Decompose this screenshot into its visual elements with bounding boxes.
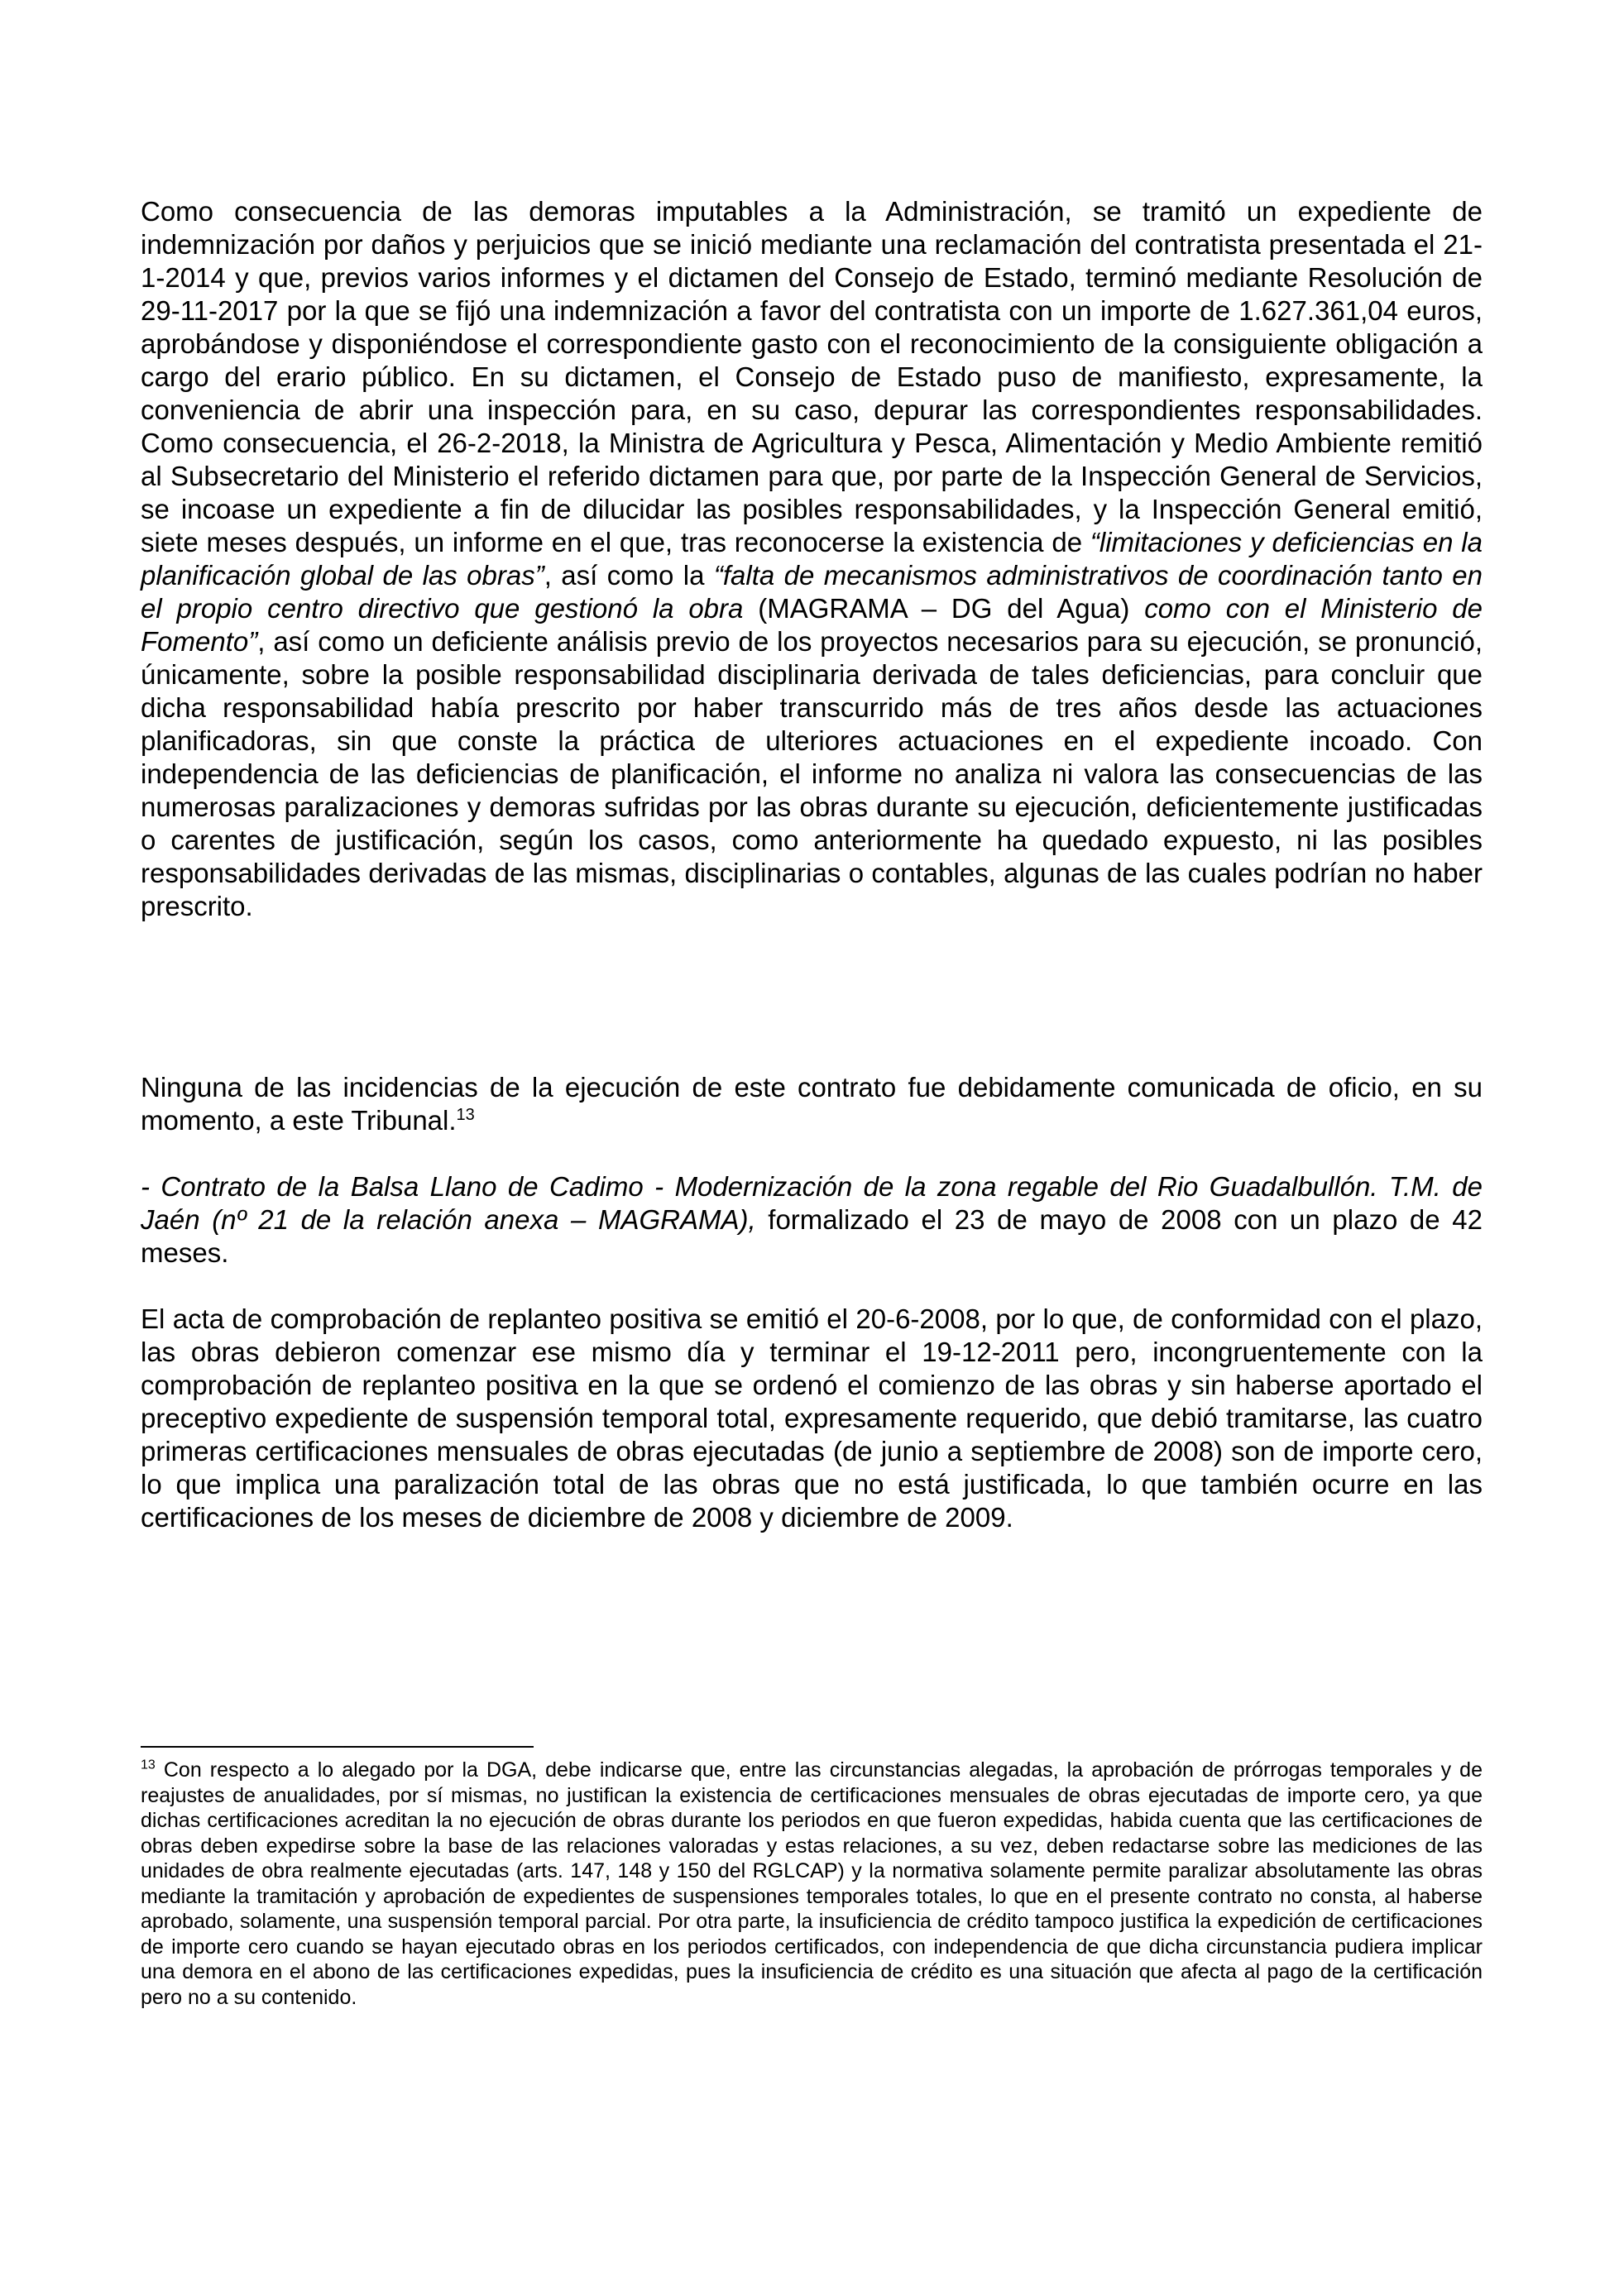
paragraph-text (141, 195, 1483, 923)
footnote-text (141, 1758, 1483, 2010)
paragraph-incidents (141, 1071, 1483, 1137)
paragraph-contract-title (141, 1170, 1483, 1270)
paragraph-segment: (MAGRAMA – DG del Agua) (743, 593, 1145, 624)
quoted-text: como con el Ministerio de Fomento” (141, 593, 1483, 657)
footnote-body: Con respecto a lo alegado por la DGA, debe indicarse que, entre las circunstancias alegadas, la aprobación de prórrogas temporales y de reajustes de anualidades, por sí mismas, no justifican la existencia de certificaciones mensuales de obras ejecutadas de importe cero, ya que dichas certificaciones acreditan la no ejecución de obras durante los periodos en que fueron expedidas, habida cuenta que las certificaciones de obras deben expedirse sobre la base de las relaciones valoradas y estas relaciones, a su vez, deben redactarse sobre las mediciones de las unidades de obra realmente ejecutadas (arts. 147, 148 y 150 del RGLCAP) y la normativa solamente permite paralizar absolutamente las obras mediante la tramitación y aprobación de expedientes de suspensiones temporales totales, lo que en el presente contrato no consta, al haberse aprobado, solamente, una suspensión temporal parcial. Por otra parte, la insuficiencia de crédito tampoco justifica la expedición de certificaciones de importe cero cuando se hayan ejecutado obras en los periodos certificados, con independencia de que dicha circunstancia pudiera implicar una demora en el abono de las certificaciones expedidas, pues la insuficiencia de crédito es una situación que afecta al pago de la certificación pero no a su contenido. (141, 1758, 1483, 2009)
footnote-separator (141, 1746, 534, 1748)
paragraph-text (141, 1303, 1483, 1534)
paragraph-indemnization (141, 195, 1483, 923)
paragraph-segment: El acta de comprobación de replanteo positiva se emitió el 20-6-2008, por lo que, de conformidad con el plazo, las obras debieron comenzar ese mismo día y terminar el 19-12-2011 pero, incongruentemente con la comprobación de replanteo positiva en la que se ordenó el comienzo de las obras y sin haberse aportado el preceptivo expediente de suspensión temporal total, expresamente requerido, que debió tramitarse, las cuatro primeras certificaciones mensuales de obras ejecutadas (de junio a septiembre de 2008) son de importe cero, lo que implica una paralización total de las obras que no está justificada, lo que también ocurre en las certificaciones de los meses de diciembre de 2008 y diciembre de 2009. (141, 1303, 1483, 1533)
quoted-text: “limitaciones y deficiencias en la planificación global de las obras” (141, 527, 1483, 591)
paragraph-segment: formalizado el 23 de mayo de 2008 con un plazo de 42 meses. (141, 1204, 1483, 1268)
footnote-number: 13 (141, 1758, 156, 1772)
paragraph-segment: , así como la (544, 560, 714, 591)
footnote-13 (141, 1758, 1483, 2010)
quoted-text: “falta de mecanismos administrativos de coordinación tanto en el propio centro directivo que gestionó la obra (141, 560, 1483, 624)
paragraph-text (141, 1071, 1483, 1137)
paragraph-replanteo (141, 1303, 1483, 1534)
paragraph-segment: Ninguna de las incidencias de la ejecución de este contrato fue debidamente comunicada de oficio, en su momento, a este Tribunal. (141, 1072, 1483, 1136)
footnote-reference: 13 (456, 1106, 475, 1124)
paragraph-segment: , así como un deficiente análisis previo de los proyectos necesarios para su ejecución, se pronunció, únicamente, sobre la posible responsabilidad disciplinaria derivada de tales deficiencias, para concluir que dicha responsabilidad había prescrito por haber transcurrido más de tres años desde las actuaciones planificadoras, sin que conste la práctica de ulteriores actuaciones en el expediente incoado. Con independencia de las deficiencias de planificación, el informe no analiza ni valora las consecuencias de las numerosas paralizaciones y demoras sufridas por las obras durante su ejecución, deficientemente justificadas o carentes de justificación, según los casos, como anteriormente ha quedado expuesto, ni las posibles responsabilidades derivadas de las mismas, disciplinarias o contables, algunas de las cuales podrían no haber prescrito. (141, 626, 1483, 921)
paragraph-text (141, 1170, 1483, 1270)
contract-title: - Contrato de la Balsa Llano de Cadimo - Modernización de la zona regable del Rio Guadalbullón. T.M. de Jaén (nº 21 de la relación anexa – MAGRAMA), (141, 1171, 1483, 1235)
paragraph-segment: Como consecuencia de las demoras imputables a la Administración, se tramitó un expediente de indemnización por daños y perjuicios que se inició mediante una reclamación del contratista presentada el 21-1-2014 y que, previos varios informes y el dictamen del Consejo de Estado, terminó mediante Resolución de 29-11-2017 por la que se fijó una indemnización a favor del contratista con un importe de 1.627.361,04 euros, aprobándose y disponiéndose el correspondiente gasto con el reconocimiento de la consiguiente obligación a cargo del erario público. En su dictamen, el Consejo de Estado puso de manifiesto, expresamente, la conveniencia de abrir una inspección para, en su caso, depurar las correspondientes responsabilidades. Como consecuencia, el 26-2-2018, la Ministra de Agricultura y Pesca, Alimentación y Medio Ambiente remitió al Subsecretario del Ministerio el referido dictamen para que, por parte de la Inspección General de Servicios, se incoase un expediente a fin de dilucidar las posibles responsabilidades, y la Inspección General emitió, siete meses después, un informe en el que, tras reconocerse la existencia de (141, 196, 1483, 557)
